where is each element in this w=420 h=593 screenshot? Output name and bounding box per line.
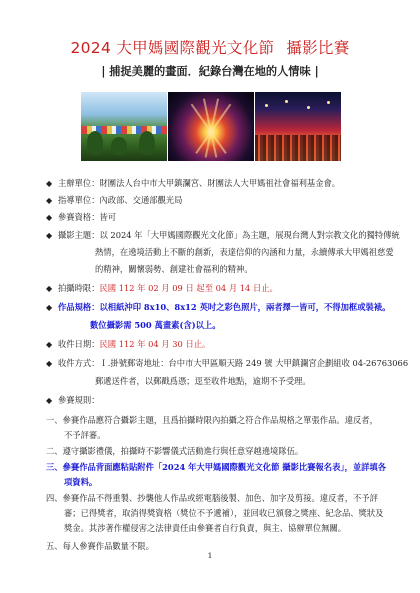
rule-5: 五、每人參賽作品數量不限。 (46, 541, 154, 551)
photo-crowd-lanterns (255, 92, 341, 161)
bullet-icon: ◆ (46, 396, 53, 405)
rule-4-line-2: 審；已得獎者，取消得獎資格（獎位不予遞補），並回收已頒發之獎座、紀念品、獎狀及 (64, 508, 384, 518)
bullet-icon: ◆ (46, 196, 53, 205)
specs-line-1: ◆ 作品規格：以相紙沖印 8x10、8x12 英吋之彩色照片，兩者擇一皆可，不得加框或裝裱。 (46, 302, 391, 312)
rule-4-line-3: 獎金。其涉著作權侵害之法律責任由參賽者自行負責，與主、協辦單位無關。 (64, 523, 347, 533)
rule-2: 二、遵守攝影禮儀，拍攝時不影響儀式活動進行與任意穿越遶境隊伍。 (46, 446, 304, 456)
bullet-icon: ◆ (46, 303, 53, 312)
eligibility-line: ◆ 參賽資格：皆可 (46, 212, 117, 222)
theme-line-1: ◆ 攝影主題：以 2024 年「大甲媽國際觀光文化節」為主題，展現台灣人對宗教文化的獨特傳統 (46, 230, 400, 240)
organizer-line: ◆ 主辦單位：財團法人台中市大甲鎮瀾宮、財團法人大甲媽祖社會福利基金會。 (46, 178, 341, 188)
bullet-icon: ◆ (46, 359, 53, 368)
title-main: 2024 大甲媽國際觀光文化節 (70, 39, 275, 57)
page-title (0, 36, 420, 58)
theme-line-3: 的精神，關懷弱勢、創建社會福利的精神。 (95, 264, 253, 274)
rule-3-line-1: 三、參賽作品背面應粘貼附件「2024 年大甲媽國際觀光文化節 攝影比賽報名表」，並詳填各 (46, 462, 387, 472)
bullet-icon: ◆ (46, 179, 53, 188)
specs-value: 以相紙沖印 8x10、8x12 英吋之彩色照片，兩者擇一皆可，不得加框或裝裱。 (99, 302, 391, 312)
bullet-icon: ◆ (46, 213, 53, 222)
photo-strip (81, 92, 341, 161)
deadline-value: 民國 112 年 04 月 30 日止。 (99, 339, 211, 349)
shooting-period-value: 民國 112 年 02 月 09 日 起至 04 月 14 日止。 (99, 283, 278, 293)
page-subtitle: | 捕捉美麗的畫面．紀錄台灣在地的人情味 | (101, 65, 319, 78)
page-number: 1 (207, 551, 213, 560)
delivery-line-1: ◆ 收件方式：Ｉ.掛號郵寄地址：台中市大甲區順天路 249 號 大甲鎮瀾宮企劃組收 04-26763066 (46, 358, 409, 368)
deadline-line: ◆ 收件日期：民國 112 年 04 月 30 日止。 (46, 339, 211, 349)
shooting-period-line: ◆ 拍攝時限：民國 112 年 02 月 09 日 起至 04 月 14 日止。 (46, 283, 278, 293)
rule-1-line-2: 不予評審。 (64, 430, 106, 440)
supervisor-line: ◆ 指導單位：內政部、交通部觀光局 (46, 195, 183, 205)
rule-4-line-1: 四、參賽作品不得重製、抄襲他人作品或經電腦後製、加色、加字及剪接。違反者，不予評 (46, 493, 378, 503)
rule-1-line-1: 一、參賽作品應符合攝影主題，且爲拍攝時限內拍攝之符合作品規格之單張作品。違反者， (46, 415, 378, 425)
specs-line-2: 數位攝影需 500 萬畫素(含)以上。 (90, 320, 221, 330)
title-suffix: 攝影比賽 (286, 39, 350, 57)
rule-3-line-2: 項資料。 (64, 477, 98, 487)
theme-line-2: 熱情，在遶境活動上不斷的創新，表達信仰的內涵和力量，永續傳承大甲媽祖慈愛 (95, 247, 394, 257)
rules-heading: ◆ 參賽規則： (46, 395, 100, 405)
photo-fireworks-night (168, 92, 254, 161)
photo-procession-field (81, 92, 167, 161)
delivery-line-2: 郵遞送件者，以郵戳爲憑；逕至收件地點，逾期不予受理。 (95, 376, 311, 386)
bullet-icon: ◆ (46, 340, 53, 349)
bullet-icon: ◆ (46, 231, 53, 240)
bullet-icon: ◆ (46, 284, 53, 293)
